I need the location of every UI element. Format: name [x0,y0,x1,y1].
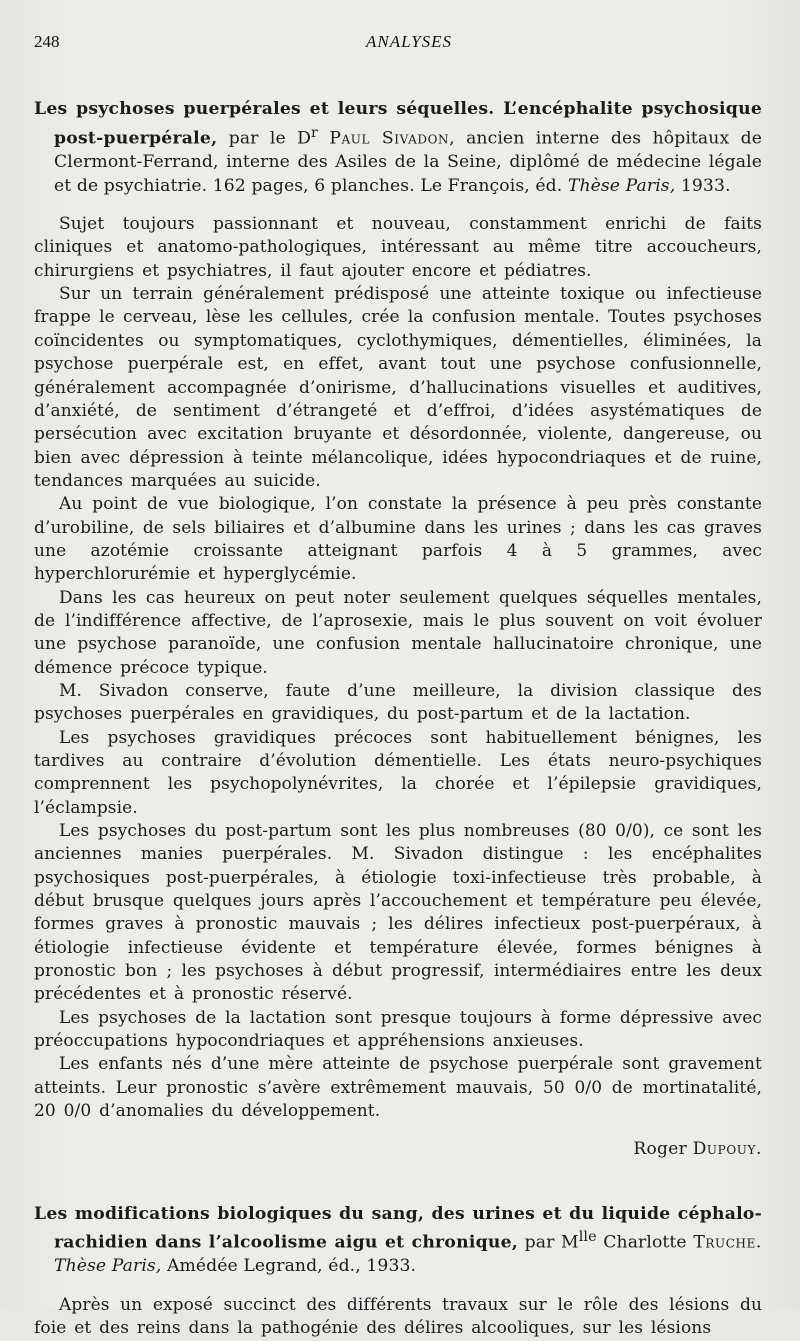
reviewer-first-name: Roger [633,1138,693,1159]
thesis-label: Thèse Paris, [567,175,676,196]
author-credentials: , ancien interne des hôpitaux de Clermont-Ferrand, interne des Asiles de la Seine, diplômé de médecine légale et de psychiatrie. 162 pages, 6 planches. Le François, éd. [54,128,762,196]
article-title: Les modifications biologiques du sang, des urines et du liquide céphalo-rachidien dans l’alcoolisme aigu et chronique, [34,1203,762,1253]
paragraph: Après un exposé succinct des différents travaux sur le rôle des lésions du foie et des reins dans la pathogénie des délires alcooliques, sur les lésions [34,1295,762,1339]
article-title: Les psychoses puerpérales et leurs séquelles. L’encéphalite psychosique post-puerpérale, [34,99,762,149]
author-surname: Truche. [693,1232,762,1253]
review-article-psychoses-puerperales [34,98,762,1161]
reviewer-surname: Dupouy. [692,1138,762,1159]
publisher: Amédée Legrand, éd., 1933. [161,1256,417,1277]
author-first-name: Charlotte [596,1232,694,1253]
running-title: ANALYSES [365,32,453,51]
author-name: Paul Sivadon [329,128,450,149]
paragraph: Sur un terrain généralement prédisposé une atteinte toxique ou infectieuse frappe le cerveau, lèse les cellules, crée la confusion mentale. Toutes psychoses coïncidentes ou symptomatiques, cyclothymiques, démentielles, éliminées, la psychose puerpérale est, en effet, avant tout une psychose confusionnelle, généralement accompagnée d’onirisme, d’hallucinations visuelles et auditives, d’anxiété, de sentiment d’étrangeté et d’effroi, d’idées asystématiques de persécution avec excitation bruyante et désordonnée, violente, dangereuse, ou bien avec dépression à teinte mélancolique, idées hypocondriaques et de ruine, tendances marquées au suicide. [34,284,762,491]
byline-prefix: par le D [217,128,311,149]
review-article-alcoolisme [34,1203,762,1341]
page-number: 248 [34,32,60,51]
byline-prefix: par M [518,1232,579,1253]
running-head [34,28,762,54]
reviewer-signature [34,1137,762,1161]
bibliographic-heading [34,1203,762,1280]
bibliographic-heading [34,98,762,198]
paragraph: Les psychoses gravidiques précoces sont habituellement bénignes, les tardives au contraire d’évolution démentielle. Les états neuro-psychiques comprennent les psychopolynévrites, la chorée et l’épilepsie gravidiques, l’éclampsie. [34,727,762,818]
paragraph: Les psychoses du post-partum sont les plus nombreuses (80 0/0), ce sont les anciennes manies puerpérales. M. Sivadon distingue : les encéphalites psychosiques post-puerpérales, à étiologie toxi-infectieuse très probable, à début brusque quelques jours après l’accouchement et température peu élevée, formes graves à pronostic mauvais ; les délires infectieux post-puerpéraux, à étiologie infectieuse évidente et température élevée, formes bénignes à pronostic bon ; les psychoses à début progressif, intermédiaires entre les deux précédentes et à pronostic réservé. [34,821,762,1005]
paragraph: Dans les cas heureux on peut noter seulement quelques séquelles mentales, de l’indifférence affective, de l’aprosexie, mais le plus souvent on voit évoluer une psychose paranoïde, une confusion mentale hallucinatoire chronique, une démence précoce typique. [34,587,762,678]
paragraph: Les enfants nés d’une mère atteinte de psychose puerpérale sont gravement atteints. Leur pronostic s’avère extrêmement mauvais, 50 0/0 de mortinatalité, 20 0/0 d’anomalies du développement. [34,1054,762,1122]
paragraph: Les psychoses de la lactation sont presque toujours à forme dépressive avec préoccupations hypocondriaques et appréhensions anxieuses. [34,1007,762,1052]
mademoiselle-superscript: lle [578,1229,597,1246]
review-body [34,1294,762,1341]
paragraph: Au point de vue biologique, l’on constate la présence à peu près constante d’urobiline, de sels biliaires et d’albumine dans les urines ; dans les cas graves une azotémie croissante atteignant parfois 4 à 5 grammes, avec hyperchlorurémie et hyperglycémie. [34,494,762,585]
review-body [34,213,762,1123]
doctor-superscript: r [311,124,318,141]
paragraph: M. Sivadon conserve, faute d’une meilleure, la division classique des psychoses puerpérales en gravidiques, du post-partum et de la lactation. [34,680,762,725]
paragraph: Sujet toujours passionnant et nouveau, constamment enrichi de faits cliniques et anatomo-pathologiques, intéressant au même titre accoucheurs, chirurgiens et psychiatres, il faut ajouter encore et pédiatres. [34,214,762,281]
thesis-label: Thèse Paris, [54,1256,162,1277]
publication-year: 1933. [675,175,731,196]
